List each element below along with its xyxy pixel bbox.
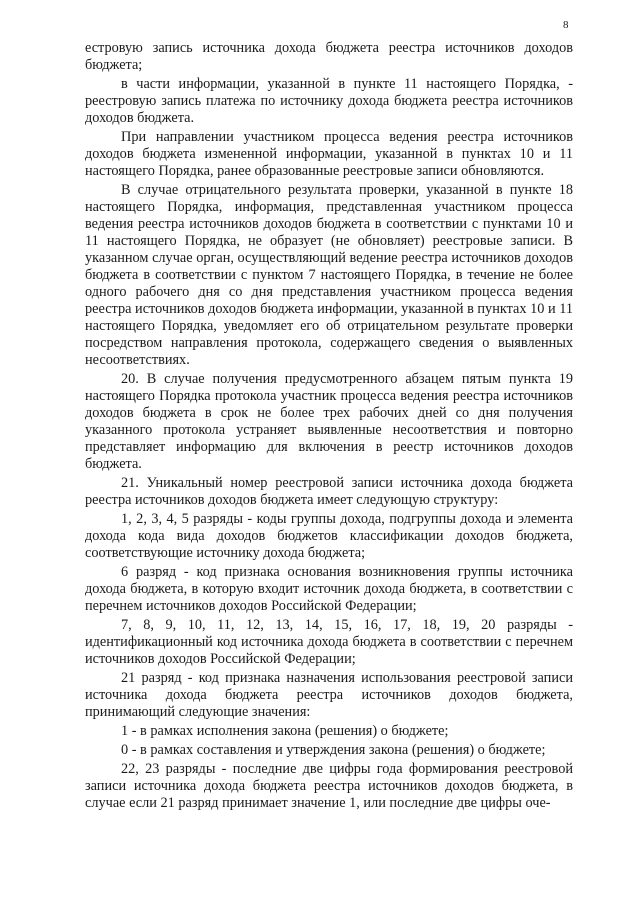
paragraph: 0 - в рамках составления и утверждения закона (решения) о бюджете; <box>121 742 546 758</box>
paragraph: 20. В случае получения предусмотренного абзацем пятым пункта 19 настоящего Порядка протокола участник процесса ведения реестра источников доходов бюджета в срок не более трех рабочих дней со дня получения указанного протокола устраняет выявленные несоответствия и повторно представляет информацию для включения в реестр источников доходов бюджета. <box>85 371 573 472</box>
paragraph: 1, 2, 3, 4, 5 разряды - коды группы дохода, подгруппы дохода и элемента дохода кода вида доходов бюджетов классификации доходов бюджета, соответствующие источнику дохода бюджета; <box>85 511 573 561</box>
paragraph: В случае отрицательного результата проверки, указанной в пункте 18 настоящего Порядка, информация, представленная участником процесса ведения реестра источников доходов бюджета в соответствии с пунктами 10 и 11 настоящего Порядка, не образует (не обновляет) реестровые записи. В указанном случае орган, осуществляющий ведение реестра источников доходов бюджета в соответствии с пунктом 7 настоящего Порядка, в течение не более одного рабочего дня со дня представления участником процесса ведения реестра источников доходов бюджета информации, указанной в пунктах 10 и 11 настоящего Порядка, уведомляет его об отрицательном результате проверки посредством направления протокола, содержащего сведения о выявленных несоответствиях. <box>85 182 573 368</box>
paragraph: 21 разряд - код признака назначения использования реестровой записи источника дохода бюджета реестра источников доходов бюджета, принимающий следующие значения: <box>85 670 573 720</box>
paragraph: 6 разряд - код признака основания возникновения группы источника дохода бюджета, в которую входит источник дохода бюджета, в соответствии с перечнем источников доходов Российской Федерации; <box>85 564 573 614</box>
paragraph: 7, 8, 9, 10, 11, 12, 13, 14, 15, 16, 17, 18, 19, 20 разряды - идентификационный код источника дохода бюджета в соответствии с перечнем источников доходов Российской Федерации; <box>85 617 573 667</box>
paragraph: 22, 23 разряды - последние две цифры года формирования реестровой записи источника дохода бюджета реестра источников доходов бюджета, в случае если 21 разряд принимает значение 1, или последние две цифры оче- <box>85 761 573 811</box>
paragraph: 1 - в рамках исполнения закона (решения) о бюджете; <box>121 723 449 739</box>
document-body <box>85 40 573 814</box>
page-number: 8 <box>563 19 569 31</box>
paragraph: естровую запись источника дохода бюджета реестра источников доходов бюджета; <box>85 40 573 73</box>
paragraph: При направлении участником процесса ведения реестра источников доходов бюджета измененной информации, указанной в пунктах 10 и 11 настоящего Порядка, ранее образованные реестровые записи обновляются. <box>85 129 573 179</box>
paragraph: 21. Уникальный номер реестровой записи источника дохода бюджета реестра источников доходов бюджета имеет следующую структуру: <box>85 475 573 508</box>
paragraph: в части информации, указанной в пункте 11 настоящего Порядка, - реестровую запись платежа по источнику дохода бюджета реестра источников доходов бюджета. <box>85 76 573 126</box>
